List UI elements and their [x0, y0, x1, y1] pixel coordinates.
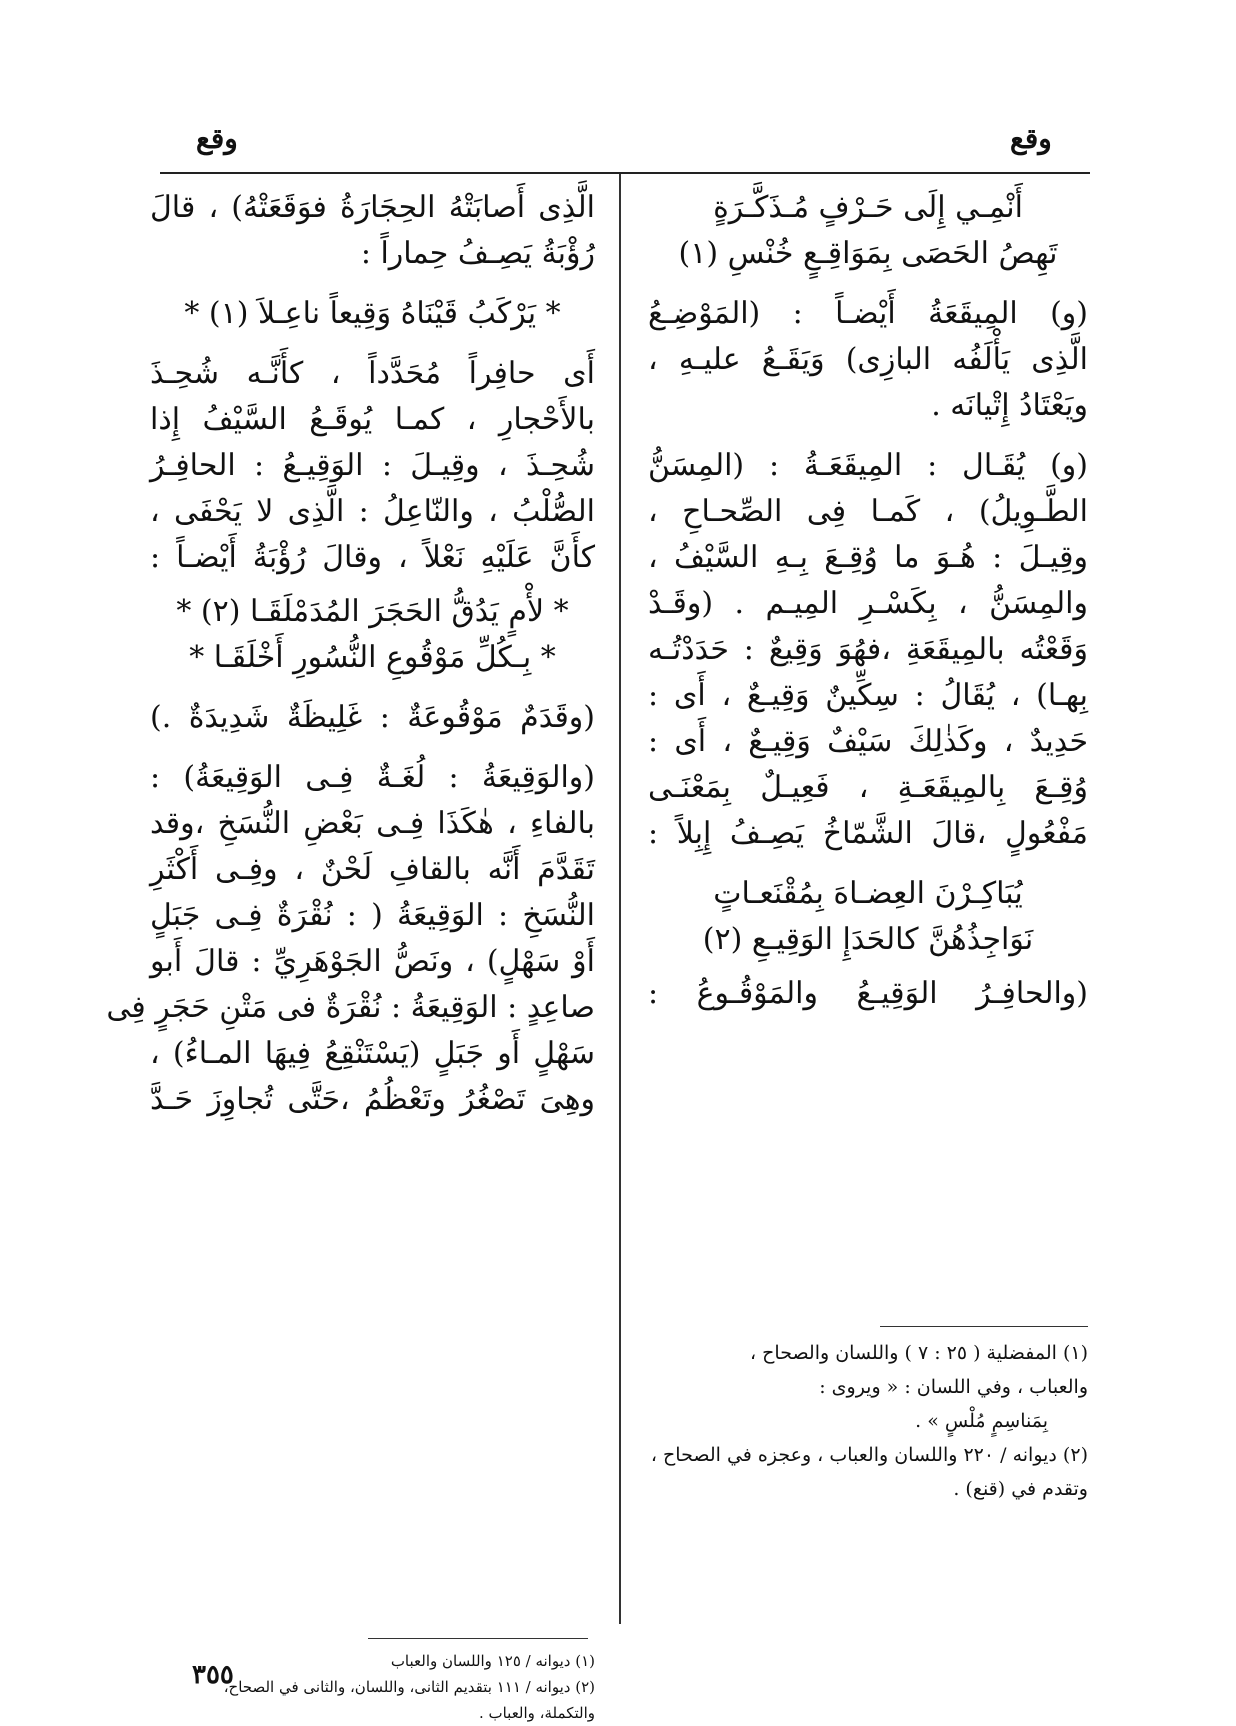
text-line: أَوْ سَهْلٍ) ، ونَصُّ الجَوْهَرِيِّ : قالَ أَبو — [150, 944, 595, 979]
verse-line: * لأْمٍ يَدُقُّ الحَجَرَ المُدَمْلَقَـا (٢) * — [176, 594, 569, 629]
text-line: رُؤْبَةُ يَصِـفُ حِماراً : — [360, 236, 595, 271]
text-line: سَهْلٍ أَو جَبَلٍ (يَسْتَنْقِعُ فِيهَا المـاءُ) ، — [150, 1036, 595, 1071]
column-divider — [619, 174, 621, 1624]
text-line: الطَّـوِيلُ) ، كَمـا فِى الصِّحـاحِ ، — [648, 494, 1088, 529]
footnote-line: والتكملة، والعباب . — [478, 1704, 595, 1722]
right-footnotes — [648, 1336, 1088, 1506]
left-footnotes — [223, 1648, 595, 1726]
text-line: (والحافِـرُ الوَقِيـعُ والمَوْقُـوعُ : — [648, 976, 1088, 1011]
text-line: وقِيـلَ : هُـوَ ما وُقِـعَ بِـهِ السَّيْفُ ، — [648, 540, 1088, 575]
text-line: (و) يُقَـال : المِيقَعَـةُ : (المِسَنُّ — [648, 448, 1088, 483]
text-line: (والوَقِيعَةُ : لُغَـةٌ فِـى الوَقِيعَةُ) : — [150, 760, 595, 795]
text-line: بالفاءِ ، هٰكَذَا فِـى بَعْضِ النُّسَخِ ،وقد — [150, 806, 595, 841]
footnote-line: (٢) ديوانه / ٢٢٠ واللسان والعباب ، وعجزه في الصحاح ، — [650, 1444, 1088, 1466]
text-line: الَّذِى أَصابَتْهُ الحِجَارَةُ فوَقَعَتْهُ) ، قالَ — [150, 190, 595, 225]
text-line: بِهـا) ، يُقَالُ : سِكِّينٌ وَقِيـعٌ ، أَى : — [648, 678, 1088, 713]
text-line: حَدِيدٌ ، وكَذٰلِكَ سَيْفٌ وَقِيـعٌ ، أَى : — [648, 724, 1088, 759]
verse-line: يُبَاكِـرْنَ العِضـاهَ بِمُقْنَعـاتٍ — [713, 876, 1023, 911]
footnote-line: والعباب ، وفي اللسان : « ويروى : — [819, 1376, 1088, 1398]
text-line: (و) المِيقَعَةُ أَيْضـاً : (المَوْضِـعُ — [648, 296, 1088, 331]
verse-line: * بِـكُلِّ مَوْقُوعِ النُّسُورِ أَخْلَقَـا * — [189, 640, 556, 675]
text-line: مَفْعُولٍ ،قالَ الشَّمّاخُ يَصِـفُ إِبِلاً : — [648, 816, 1088, 851]
text-line: وَقَعْتُه بالمِيقَعَةِ ،فهُوَ وَقِيعٌ : حَدَدْتُـه — [648, 632, 1088, 667]
text-line: ويَعْتَادُ إِتْيانَه . — [931, 388, 1088, 423]
text-line: وهِىَ تَصْغُرُ وتَعْظُمُ ،حَتَّى تُجاوِزَ حَـدَّ — [150, 1082, 595, 1117]
verse-line: تَهِصُ الحَصَى بِمَوَاقِـعٍ خُنْسِ (١) — [678, 236, 1058, 271]
header-root-word-left: وقع — [196, 122, 238, 155]
text-line: شُحِـذَ ، وقِيـلَ : الوَقِيـعُ : الحافِـرُ — [150, 448, 595, 483]
verse-line: نَوَاجِذُهُنَّ كالحَدَإِ الوَقِيـعِ (٢) — [702, 922, 1034, 957]
verse-line: * يَرْكَبُ قَيْنَاهُ وَقِيعاً ناعِـلاَ (١) * — [184, 296, 561, 331]
footnote-rule — [880, 1326, 1088, 1327]
text-line: تَقَدَّمَ أَنَّه بالقافِ لَحْنٌ ، وفِـى أَكْثَرِ — [150, 852, 595, 887]
header-root-word-right: وقع — [1010, 122, 1052, 155]
text-line: كأَنَّ عَلَيْهِ نَعْلاً ، وقالَ رُؤْبَةُ أَيْضـاً : — [150, 540, 595, 575]
text-line: الَّذِى يَأْلَفُه البازِى) وَيَقَـعُ عليـهِ ، — [648, 342, 1088, 377]
left-column — [106, 185, 595, 1123]
text-line: وُقِـعَ بِالمِيقَعَـةِ ، فَعِيـلٌ بِمَعْنَـى — [648, 770, 1088, 805]
right-column — [648, 185, 1088, 1017]
header-rule — [160, 172, 1090, 174]
text-line: النُّسَخِ : الوَقِيعَةُ ( : نُقْرَةٌ فِـى جَبَلٍ — [150, 898, 595, 933]
page-number: ٣٥٥ — [192, 1660, 234, 1690]
footnote-line: (١) المفضلية ( ٢٥ : ٧ ) واللسان والصحاح ، — [749, 1342, 1088, 1364]
footnote-rule — [368, 1638, 588, 1639]
text-line: أَى حافِراً مُحَدَّداً ، كأَنَّـه شُحِـذَ — [150, 356, 595, 391]
text-line: الصُّلْبُ ، والنّاعِلُ : الَّذِى لا يَحْفَى ، — [150, 494, 595, 529]
text-line: صاعِدٍ : الوَقِيعَةُ : نُقْرَةٌ فى مَتْنِ حَجَرٍ فِى — [106, 990, 595, 1025]
text-line: (وقَدَمٌ مَوْقُوعَةٌ : غَلِيظَةٌ شَدِيدَةٌ .) — [150, 700, 595, 735]
text-line: بالأَحْجارِ ، كمـا يُوقَـعُ السَّيْفُ إِذا — [150, 402, 595, 437]
footnote-line: بِمَناسِمٍ مُلْسٍ » . — [915, 1410, 1048, 1432]
footnote-line: (٢) ديوانه / ١١١ بتقديم الثانى، واللسان، والثانى في الصحاح، — [223, 1678, 595, 1696]
text-line: والمِسَنُّ ، بِكَسْـرِ المِيـم . (وقَـدْ — [648, 586, 1088, 621]
footnote-line: وتقدم في (قنع) . — [953, 1478, 1088, 1500]
verse-line: أَنْمِـي إِلَى حَـرْفٍ مُـذَكَّـرَةٍ — [713, 190, 1023, 225]
footnote-line: (١) ديوانه / ١٢٥ واللسان والعباب — [390, 1652, 595, 1670]
